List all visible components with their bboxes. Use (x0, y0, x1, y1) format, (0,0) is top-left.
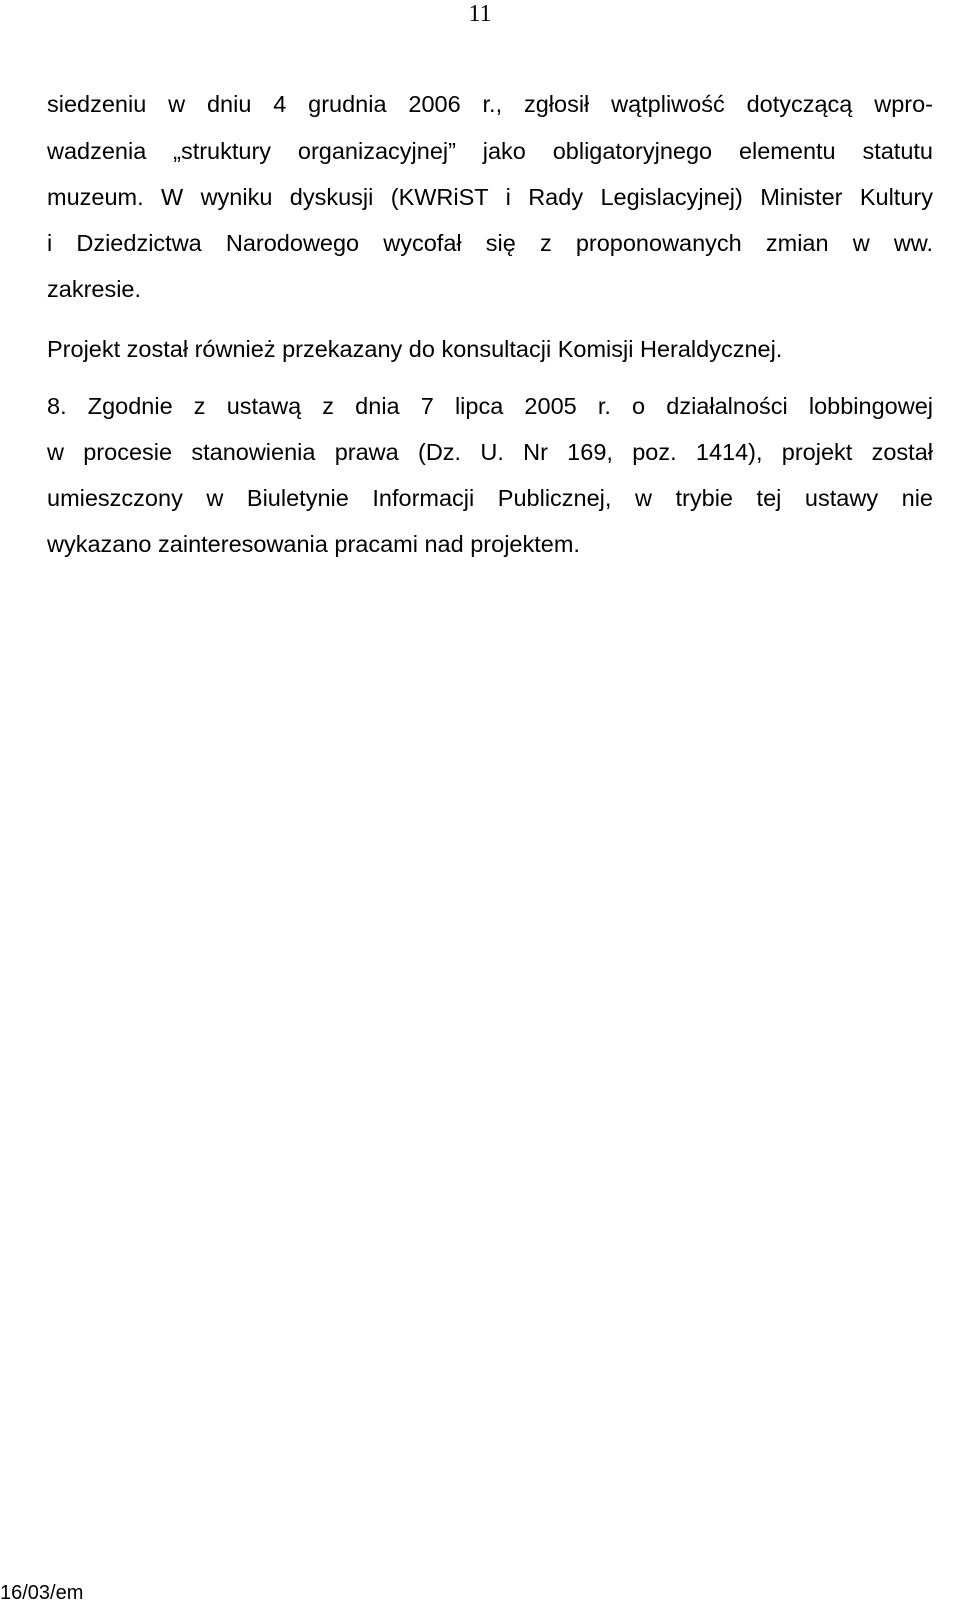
footer-code: 16/03/em (0, 1582, 84, 1604)
body-line: 8. Zgodnie z ustawą z dnia 7 lipca 2005 r. o działalności lobbingowej (47, 393, 933, 419)
body-line: w procesie stanowienia prawa (Dz. U. Nr 169, poz. 1414), projekt został (47, 439, 933, 465)
body-line: muzeum. W wyniku dyskusji (KWRiST i Rady Legislacyjnej) Minister Kultury (47, 184, 933, 210)
body-line: Projekt został również przekazany do konsultacji Komisji Heraldycznej. (47, 336, 783, 362)
page-number: 11 (468, 1, 492, 27)
body-line: wykazano zainteresowania pracami nad projektem. (47, 531, 580, 557)
body-line: i Dziedzictwa Narodowego wycofał się z proponowanych zmian w ww. (47, 230, 933, 256)
body-line: umieszczony w Biuletynie Informacji Publicznej, w trybie tej ustawy nie (47, 485, 933, 511)
body-line: zakresie. (47, 276, 142, 302)
body-line: siedzeniu w dniu 4 grudnia 2006 r., zgłosił wątpliwość dotyczącą wpro- (47, 91, 933, 117)
body-line: wadzenia „struktury organizacyjnej” jako obligatoryjnego elementu statutu (47, 138, 933, 164)
